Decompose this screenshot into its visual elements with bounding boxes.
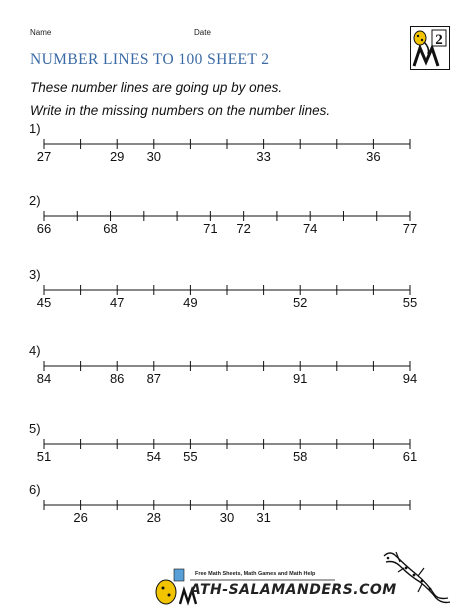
problem-label: 6) xyxy=(29,482,41,497)
tick-number-label: 71 xyxy=(203,221,218,236)
tick-number-label: 55 xyxy=(183,449,198,464)
tick-number-label: 87 xyxy=(146,371,162,386)
tick-number-label: 66 xyxy=(36,221,52,236)
tick-number-label: 45 xyxy=(36,295,52,310)
tick-number-label: 27 xyxy=(36,149,52,164)
salamander-drawing-icon xyxy=(376,548,452,604)
date-label: Date xyxy=(194,28,211,37)
tick-number-label: 31 xyxy=(256,510,271,525)
problem-label: 3) xyxy=(29,267,41,282)
instruction-line-2: Write in the missing numbers on the number lines. xyxy=(30,103,331,118)
problem-label: 1) xyxy=(29,121,41,136)
footer-brand: ATH-SALAMANDERS.COM xyxy=(190,582,397,598)
tick-number-label: 58 xyxy=(292,449,308,464)
tick-number-label: 33 xyxy=(256,149,271,164)
tick-number-label: 30 xyxy=(219,510,235,525)
tick-number-label: 61 xyxy=(402,449,418,464)
tick-number-label: 86 xyxy=(109,371,125,386)
tick-number-label: 77 xyxy=(402,221,418,236)
tick-number-label: 55 xyxy=(402,295,418,310)
tick-number-label: 47 xyxy=(109,295,125,310)
tick-number-label: 68 xyxy=(103,221,118,236)
tick-number-label: 26 xyxy=(73,510,88,525)
problem-label: 4) xyxy=(29,343,41,358)
tick-number-label: 51 xyxy=(36,449,52,464)
tick-number-label: 29 xyxy=(109,149,125,164)
name-label: Name xyxy=(30,28,52,37)
tick-number-label: 30 xyxy=(146,149,162,164)
tick-number-label: 54 xyxy=(146,449,162,464)
tick-number-label: 84 xyxy=(36,371,52,386)
instruction-line-1: These number lines are going up by ones. xyxy=(30,80,283,95)
tick-number-label: 28 xyxy=(146,510,162,525)
problem-label: 5) xyxy=(29,421,41,436)
tick-number-label: 91 xyxy=(292,371,308,386)
tick-number-label: 94 xyxy=(402,371,418,386)
worksheet-title: NUMBER LINES TO 100 SHEET 2 xyxy=(30,51,270,68)
problem-label: 2) xyxy=(29,193,41,208)
tick-number-label: 72 xyxy=(236,221,251,236)
grade-number: 2 xyxy=(435,32,443,48)
tick-number-label: 74 xyxy=(302,221,318,236)
tick-number-label: 36 xyxy=(366,149,381,164)
tick-number-label: 49 xyxy=(183,295,198,310)
tick-number-label: 52 xyxy=(292,295,308,310)
footer-tagline: Free Math Sheets, Math Games and Math Help xyxy=(195,571,316,577)
